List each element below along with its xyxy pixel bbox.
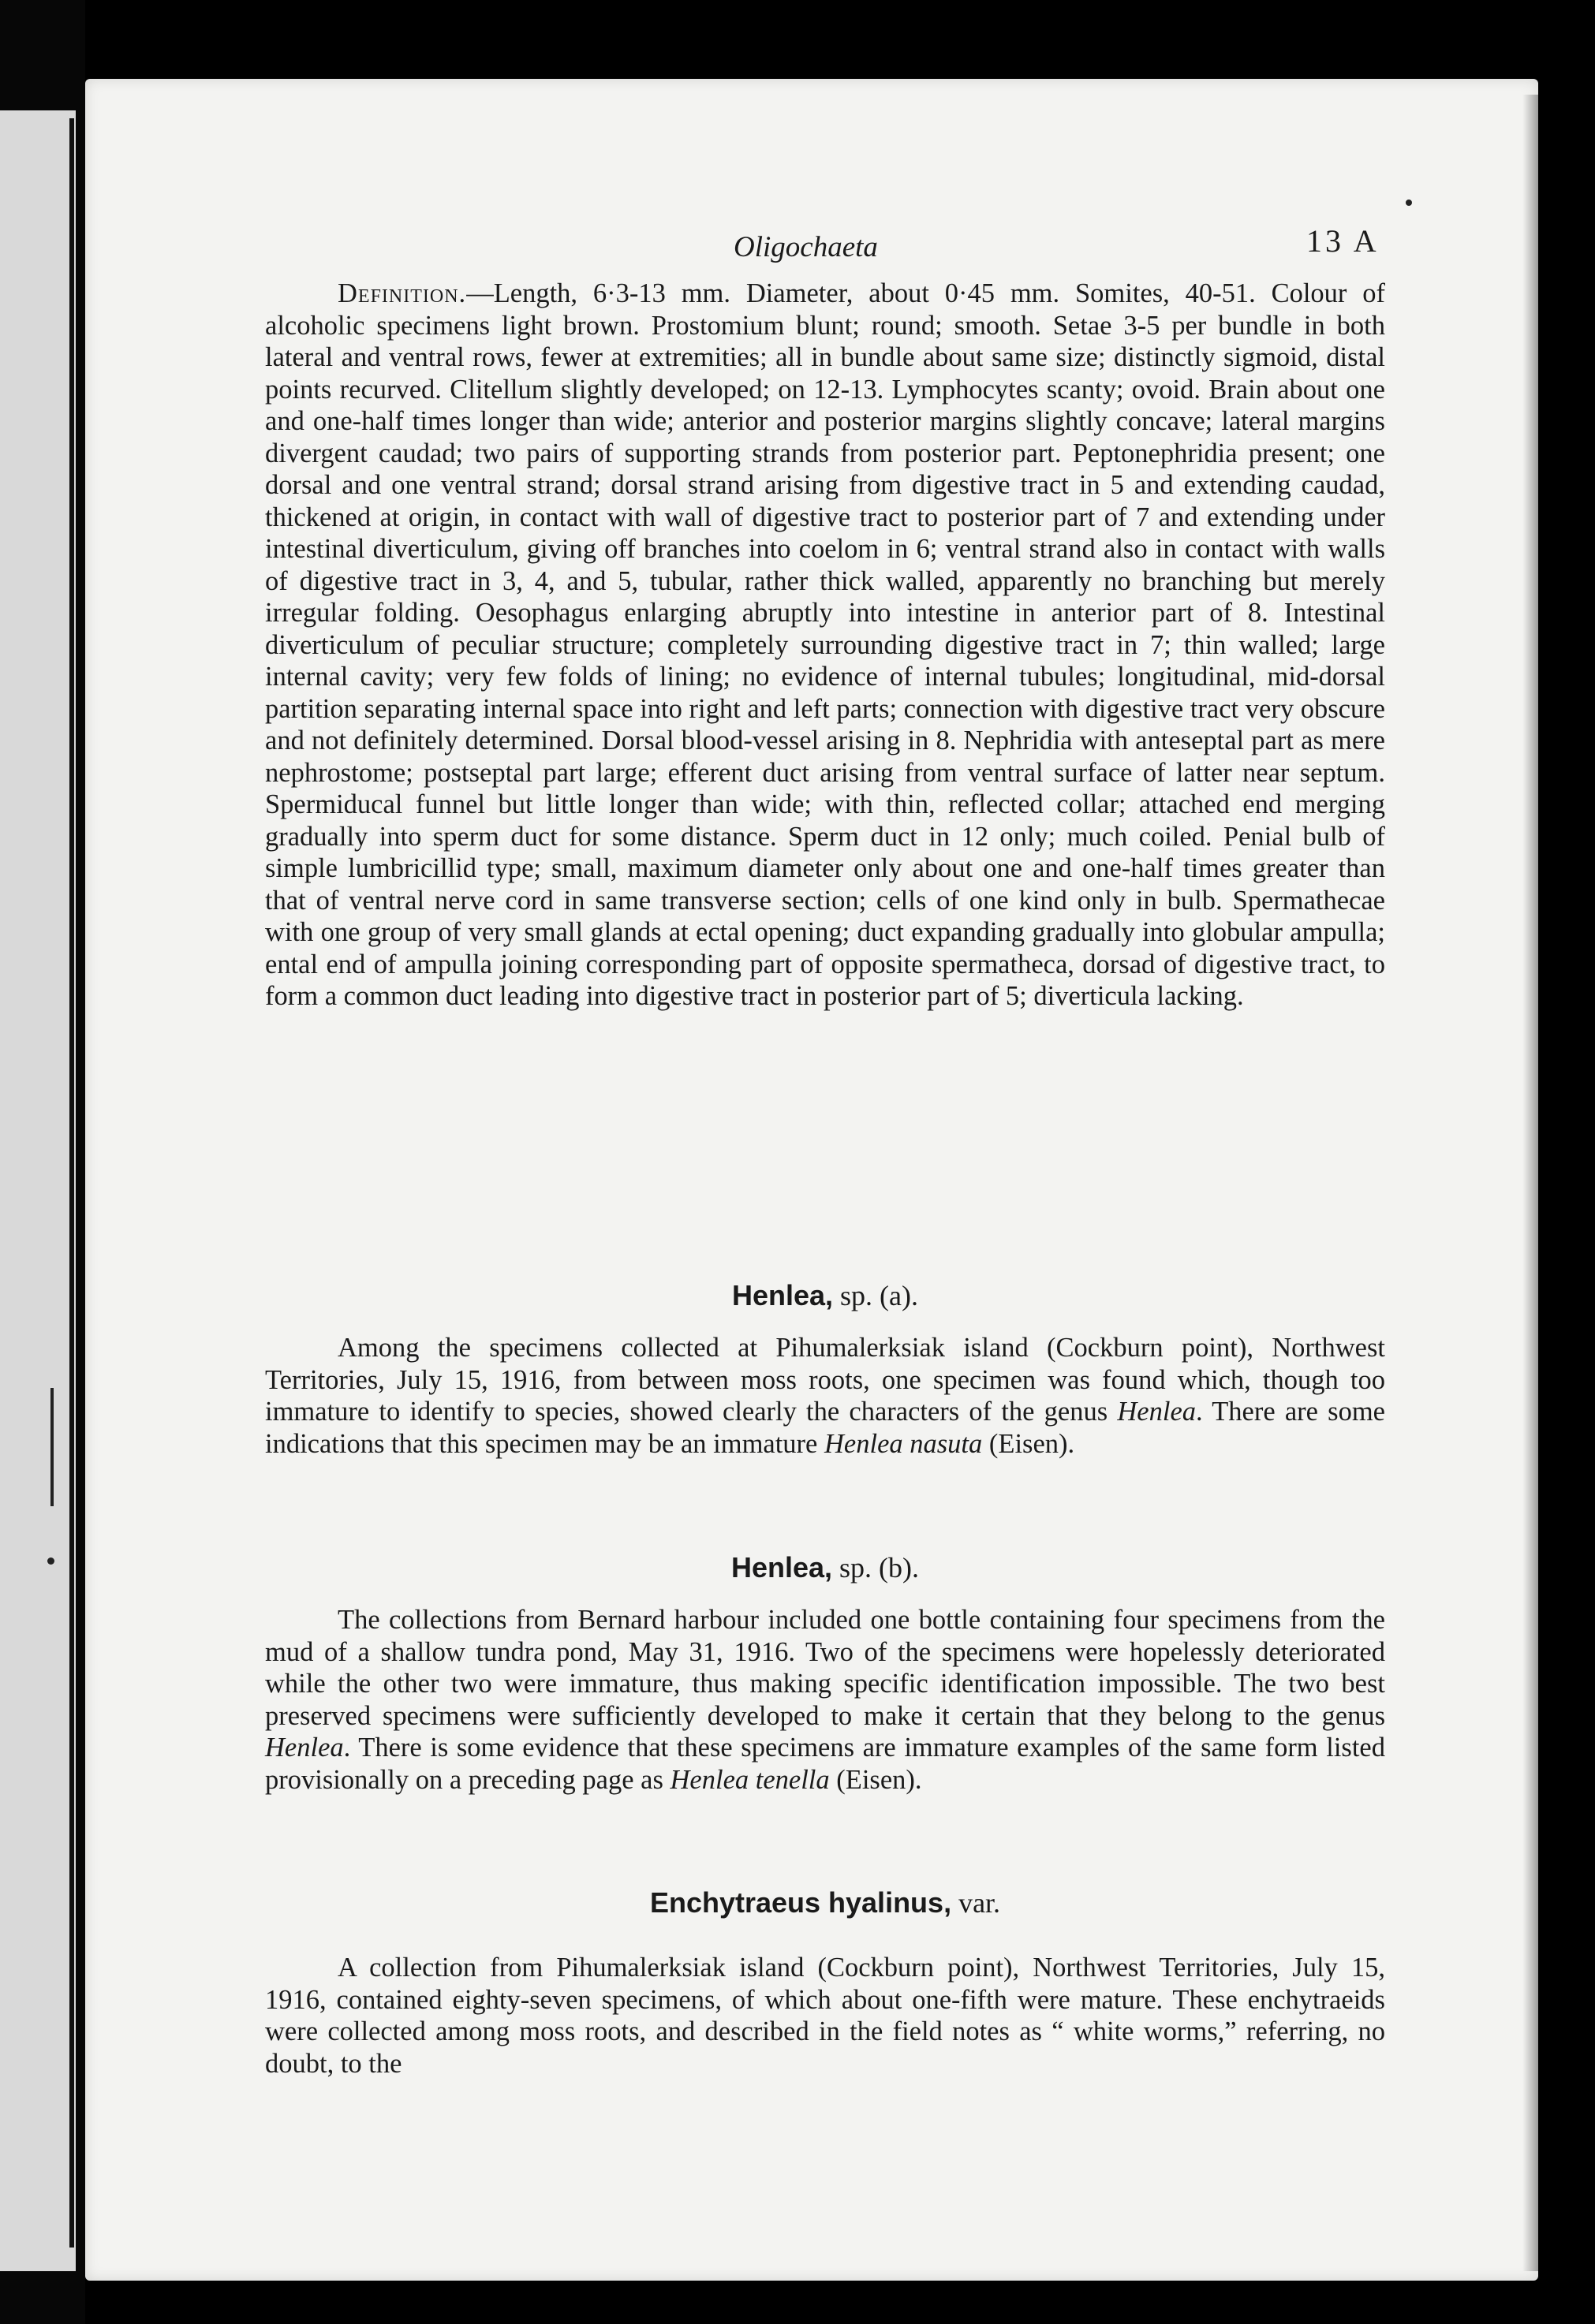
section-heading (265, 1886, 1385, 1919)
body-paragraph (265, 1952, 1385, 2080)
running-title: Oligochaeta (734, 231, 878, 263)
definition-paragraph (265, 278, 1385, 1013)
definition-text: —Length, 6·3-13 mm. Diameter, about 0·45 mm. Somites, 40-51. Colour of alcoholic specimens light brown. Prostomium blunt; round; smooth. Setae 3-5 per bundle in both lateral and ventral rows, fewer at extremities; all in bundle about same size; distinctly sigmoid, distal points recurved. Clitellum slightly developed; on 12-13. Lymphocytes scanty; ovoid. Brain about one and one-half times longer than wide; anterior and posterior margins slightly concave; lateral margins divergent caudad; two pairs of supporting strands from posterior part. Peptonephridia present; one dorsal and one ventral strand; dorsal strand arising from digestive tract in 5 and extending caudad, thickened at origin, in contact with wall of digestive tract to posterior part of 7 and extending under intestinal diverticulum, giving off branches into coelom in 6; ventral strand also in contact with walls of digestive tract in 3, 4, and 5, tubular, rather thick walled, apparently no branching but merely irregular folding. Oesophagus enlarging abruptly into intestine in anterior part of 8. Intestinal diverticulum of peculiar structure; completely surrounding digestive tract in 7; thin walled; large internal cavity; very few folds of lining; no evidence of internal tubules; longitudinal, mid-dorsal partition separating internal space into right and left parts; connection with digestive tract very obscure and not definitely determined. Dorsal blood-vessel arising in 8. Nephridia with anteseptal part as mere nephrostome; postseptal part large; efferent duct arising from ventral surface of latter near septum. Spermiducal funnel but little longer than wide; with thin, reflected collar; attached end merging gradually into sperm duct for some distance. Sperm duct in 12 only; much coiled. Penial bulb of simple lumbricillid type; small, maximum diameter only about one and one-half times greater than that of ventral nerve cord in same transverse section; cells of one kind only in bulb. Spermathecae with one group of very small glands at ectal opening; duct expanding gradually into globular ampulla; ental end of ampulla joining corresponding part of opposite spermatheca, dorsad of digestive tract, to form a common duct leading into digestive tract in posterior part of 5; diverticula lacking. (265, 278, 1385, 1011)
scan-mark (47, 1557, 54, 1565)
book-spine (69, 118, 74, 2248)
page-edge-shadow (1522, 95, 1540, 2271)
paragraph-text: A collection from Pihumalerksiak island (Cockburn point), Northwest Territories, July 15, 1916, contained eighty-seven specimens, of which about one-fifth were mature. These enchytraeids were collected among moss roots, and described in the field notes as “ white worms,” referring, no doubt, to the (265, 1953, 1385, 2079)
genus-name: Henlea (265, 1733, 344, 1763)
species-name: Henlea nasuta (824, 1428, 983, 1459)
paragraph-text: (Eisen). (829, 1764, 922, 1795)
paragraph-text: . There are some indications that this specimen may be an immature (265, 1397, 1385, 1459)
paragraph-text: The collections from Bernard harbour included one bottle containing four specimens from the mud of a shallow tundra pond, May 31, 1916. Two of the specimens were hopelessly deteriorated while the other two were immature, thus making specific identification impossible. The two best preserved specimens were sufficiently developed to make it certain that they belong to the genus (265, 1605, 1385, 1731)
page-number: 13 A (1306, 223, 1380, 259)
taxon-suffix: sp. (b). (832, 1552, 920, 1584)
definition-label: Definition. (338, 278, 467, 308)
taxon-suffix: sp. (a). (833, 1280, 919, 1311)
paragraph-text: (Eisen). (982, 1428, 1075, 1459)
paragraph-text: Among the specimens collected at Pihumalerksiak island (Cockburn point), Northwest Territories, July 15, 1916, from between moss roots, one specimen was found which, though too immature to identify to species, showed clearly the characters of the genus (265, 1333, 1385, 1427)
taxon-name: Henlea, (731, 1279, 834, 1311)
scan-mark (1406, 200, 1412, 206)
genus-name: Henlea (1117, 1397, 1197, 1427)
paragraph-text: . There is some evidence that these specimens are immature examples of the same form listed provisionally on a preceding page as (265, 1733, 1385, 1795)
taxon-suffix: var. (951, 1887, 1001, 1919)
body-paragraph (265, 1604, 1385, 1796)
body-paragraph (265, 1332, 1385, 1460)
taxon-name: Enchytraeus hyalinus, (649, 1886, 952, 1919)
section-heading (265, 1551, 1385, 1584)
taxon-name: Henlea, (730, 1551, 833, 1584)
scan-mark (50, 1388, 54, 1506)
section-heading (265, 1279, 1385, 1312)
facing-page-edge (0, 110, 76, 2271)
species-name: Henlea tenella (670, 1764, 830, 1795)
